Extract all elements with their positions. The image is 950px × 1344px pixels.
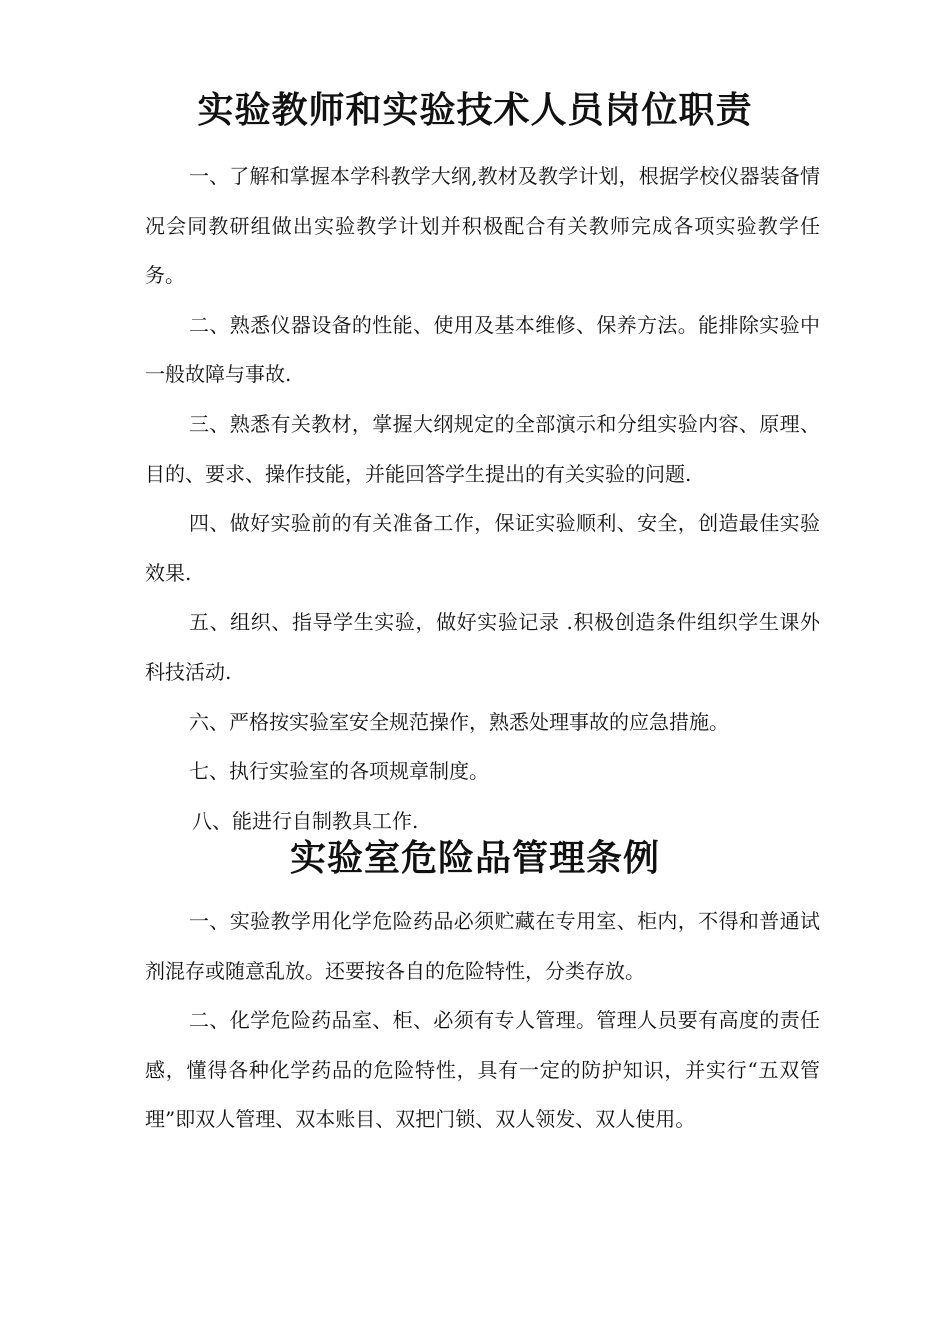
duty-item-6: 六、严格按实验室安全规范操作，熟悉处理事故的应急措施。 [189,709,729,734]
document-title-duties: 实验教师和实验技术人员岗位职责 [197,89,753,131]
duty-item-7: 七、执行实验室的各项规章制度。 [189,759,489,784]
duty-item-4: 四、做好实验前的有关准备工作，保证实验顺利、安全，创造最佳实验效果. [145,511,820,585]
rule-item-2: 二、化学危险药品室、柜、必须有专人管理。管理人员要有高度的责任感，懂得各种化学药品的危险特性，具有一定的防护知识，并实行“五双管理”即双人管理、双本账目、双把门锁、双人领发、双人使用。 [145,1008,820,1132]
duties-section [145,152,820,846]
document-title-hazard-rules: 实验室危险品管理条例 [289,837,660,879]
hazard-rules-section [145,897,820,1145]
duty-item-3: 三、熟悉有关教材，掌握大纲规定的全部演示和分组实验内容、原理、目的、要求、操作技能，并能回答学生提出的有关实验的问题. [145,411,820,486]
duty-item-5: 五、组织、指导学生实验，做好实验记录 .积极创造条件组织学生课外科技活动. [145,610,820,684]
rule-item-1: 一、实验教学用化学危险药品必须贮藏在专用室、柜内，不得和普通试剂混存或随意乱放。还要按各自的危险特性，分类存放。 [145,909,820,983]
duty-item-8: 八、能进行自制教具工作. [192,808,419,833]
duty-item-1: 一、了解和掌握本学科教学大纲,教材及教学计划，根据学校仪器装备情况会同教研组做出实验教学计划并积极配合有关教师完成各项实验教学任务。 [145,164,820,288]
duty-item-2: 二、熟悉仪器设备的性能、使用及基本维修、保养方法。能排除实验中一般故障与事故. [145,312,820,387]
